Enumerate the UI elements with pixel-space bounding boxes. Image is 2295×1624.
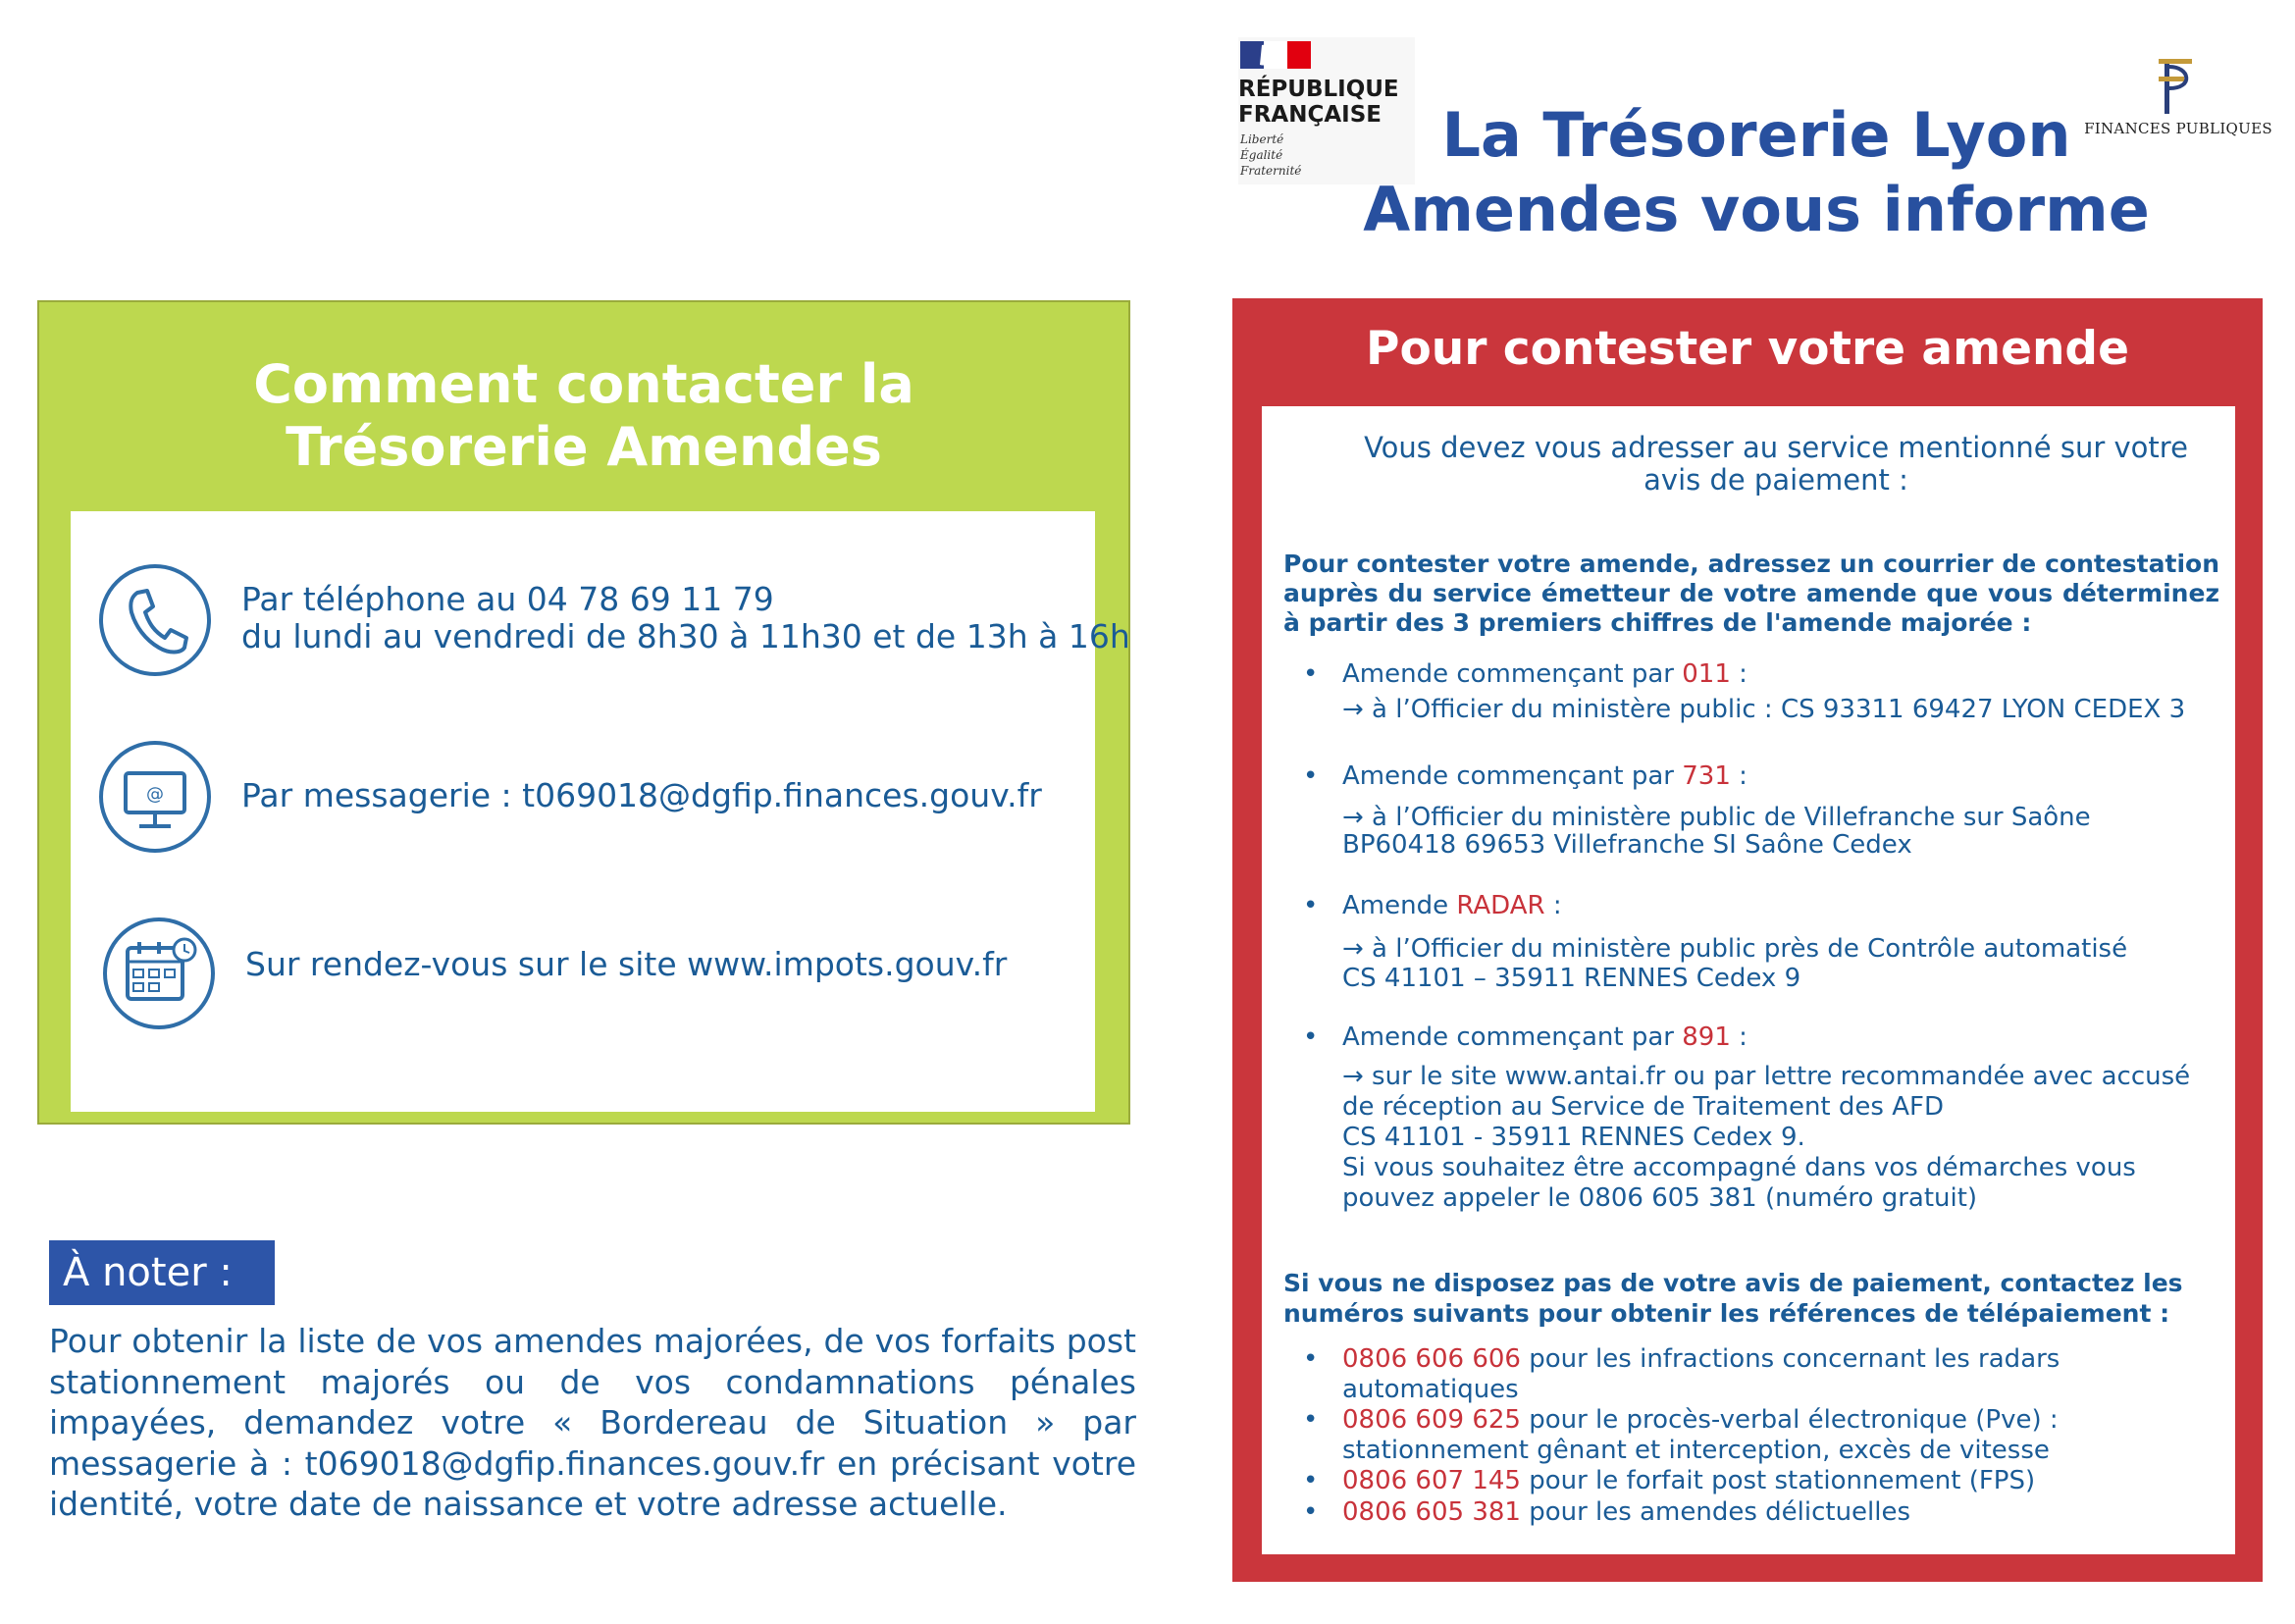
amende-011-detail: → à l’Officier du ministère public : CS 93311 69427 LYON CEDEX 3 bbox=[1342, 695, 2186, 724]
phone-number: 0806 607 145 bbox=[1342, 1466, 1521, 1495]
phone-item-fps: • 0806 607 145 pour le forfait post stationnement (FPS) bbox=[1303, 1466, 2036, 1495]
amende-code: 011 bbox=[1682, 659, 1731, 689]
contact-title-line2: Trésorerie Amendes bbox=[286, 416, 882, 478]
phone-icon bbox=[96, 561, 214, 679]
amende-891-detail-3: CS 41101 - 35911 RENNES Cedex 9. bbox=[1342, 1123, 1805, 1152]
amende-code: 731 bbox=[1682, 761, 1731, 791]
contact-title bbox=[37, 353, 1130, 479]
appointment-contact: Sur rendez-vous sur le site www.impots.gouv.fr bbox=[245, 945, 1008, 983]
bullet-icon: • bbox=[1303, 1344, 1319, 1374]
page-title-line1: La Trésorerie Lyon bbox=[1441, 99, 2071, 171]
bullet-icon: • bbox=[1303, 1405, 1319, 1435]
amende-891-detail-2: de réception au Service de Traitement des AFD bbox=[1342, 1092, 1944, 1122]
amende-891-detail-4: Si vous souhaitez être accompagné dans vos démarches vous bbox=[1342, 1153, 2136, 1182]
amende-code: 891 bbox=[1682, 1022, 1731, 1052]
bullet-icon: • bbox=[1303, 1466, 1319, 1495]
phone-number: 0806 606 606 bbox=[1342, 1344, 1521, 1374]
amende-011-heading: • Amende commençant par 011 : bbox=[1303, 659, 1747, 689]
amende-731-heading: • Amende commençant par 731 : bbox=[1303, 761, 1747, 791]
phone-number: 0806 605 381 bbox=[1342, 1497, 1521, 1527]
page-title bbox=[1354, 98, 2159, 247]
contest-title: Pour contester votre amende bbox=[1366, 322, 2129, 376]
republique-motto: Liberté Égalité Fraternité bbox=[1240, 132, 1302, 178]
svg-text:@: @ bbox=[146, 784, 164, 805]
phone-item-pve: • 0806 609 625 pour le procès-verbal électronique (Pve) : stationnement gênant et interception, excès de vitesse bbox=[1303, 1405, 2059, 1465]
contest-instruction: Pour contester votre amende, adressez un courrier de contestation auprès du service émetteur de votre amende que vous déterminez à partir des 3 premiers chiffres de l'amende majorée : bbox=[1283, 550, 2219, 637]
amende-radar-heading: • Amende RADAR : bbox=[1303, 891, 1562, 920]
republique-francaise-text: RÉPUBLIQUE FRANÇAISE bbox=[1238, 77, 1399, 128]
page-title-line2: Amendes vous informe bbox=[1363, 174, 2150, 245]
note-text: Pour obtenir la liste de vos amendes majorées, de vos forfaits post stationnement majorés ou de vos condamnations pénales impayées, demandez votre « Bordereau de Situation » par messagerie à : t069018@dgfip.finances.gouv.fr en précisant votre identité, votre date de naissance et votre adresse actuelle. bbox=[49, 1322, 1136, 1523]
contact-title-line1: Comment contacter la bbox=[253, 353, 914, 415]
amende-891-detail-1: → sur le site www.antai.fr ou par lettre recommandée avec accusé bbox=[1342, 1062, 2191, 1091]
note-badge: À noter : bbox=[49, 1240, 275, 1305]
phone-line1: Par téléphone au 04 78 69 11 79 bbox=[241, 580, 774, 618]
contest-intro-line1: Vous devez vous adresser au service mentionné sur votre bbox=[1364, 431, 2188, 464]
calendar-icon bbox=[100, 915, 218, 1032]
bullet-icon: • bbox=[1303, 761, 1319, 791]
amende-731-detail-1: → à l’Officier du ministère public de Villefranche sur Saône bbox=[1342, 803, 2091, 832]
amende-731-detail-2: BP60418 69653 Villefranche SI Saône Cedex bbox=[1342, 830, 1912, 860]
contest-intro-line2: avis de paiement : bbox=[1643, 463, 1908, 497]
phone-item-delictuelles: • 0806 605 381 pour les amendes délictuelles bbox=[1303, 1497, 1911, 1527]
no-notice-text: Si vous ne disposez pas de votre avis de paiement, contactez les numéros suivants pour obtenir les références de télépaiement : bbox=[1283, 1269, 2183, 1328]
phone-item-radars: • 0806 606 606 pour les infractions concernant les radars automatiques bbox=[1303, 1344, 2060, 1404]
email-contact: Par messagerie : t069018@dgfip.finances.gouv.fr bbox=[241, 776, 1042, 814]
amende-891-heading: • Amende commençant par 891 : bbox=[1303, 1022, 1747, 1052]
bullet-icon: • bbox=[1303, 659, 1319, 689]
email-icon bbox=[96, 738, 214, 856]
amende-radar-detail-1: → à l’Officier du ministère public près de Contrôle automatisé bbox=[1342, 934, 2128, 964]
amende-891-detail-5: pouvez appeler le 0806 605 381 (numéro gratuit) bbox=[1342, 1183, 1978, 1213]
finances-publiques-text: FINANCES PUBLIQUES bbox=[2084, 120, 2272, 137]
bullet-icon: • bbox=[1303, 891, 1319, 920]
marianne-flag-icon bbox=[1240, 41, 1311, 69]
bullet-icon: • bbox=[1303, 1497, 1319, 1527]
amende-code: RADAR bbox=[1456, 891, 1545, 920]
contest-intro bbox=[1344, 432, 2208, 497]
bullet-icon: • bbox=[1303, 1022, 1319, 1052]
phone-hours: du lundi au vendredi de 8h30 à 11h30 et de 13h à 16h bbox=[241, 617, 1130, 655]
amende-radar-detail-2: CS 41101 – 35911 RENNES Cedex 9 bbox=[1342, 964, 1801, 993]
phone-number: 0806 609 625 bbox=[1342, 1405, 1521, 1435]
